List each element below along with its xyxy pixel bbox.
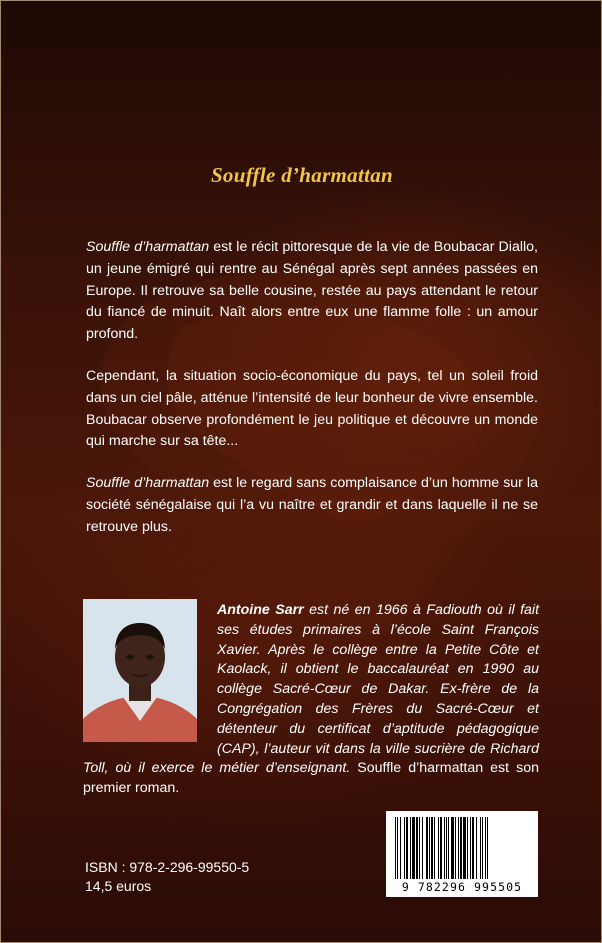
barcode-bar — [429, 817, 430, 879]
synopsis — [86, 237, 538, 559]
synopsis-p1-book-title: Souffle d’harmattan — [86, 239, 210, 255]
author-bio — [83, 601, 539, 799]
barcode-bar — [400, 817, 401, 879]
barcode-bar — [438, 817, 439, 879]
barcode-number: 9 782296 995505 — [401, 880, 523, 894]
barcode-bar — [404, 817, 405, 879]
synopsis-paragraph-1 — [86, 237, 538, 346]
barcode-bar — [480, 817, 481, 879]
barcode-bar — [416, 817, 418, 879]
barcode-bar — [395, 817, 396, 879]
barcode-bar — [406, 817, 408, 879]
synopsis-p3-book-title: Souffle d’harmattan — [86, 475, 210, 492]
barcode-bar — [426, 817, 428, 879]
synopsis-p2-text: Cependant, la situation socio-économique du pays, tel un soleil froid dans un ciel pâle, atténue l’intensité de leur bonheur de vivre ensemble. Boubacar observe profondément le jeu politique et découvre un monde qui marche sur sa tête... — [86, 367, 538, 450]
barcode-bar — [458, 817, 459, 879]
barcode-bar — [472, 817, 474, 879]
barcode-bar — [485, 817, 486, 879]
barcode-bar — [446, 817, 447, 879]
barcode-bar — [476, 817, 477, 879]
barcode-bar — [455, 817, 456, 879]
barcode-bar — [487, 817, 488, 879]
barcode-bar — [467, 817, 468, 879]
barcode-bar — [451, 817, 454, 879]
isbn-block — [85, 858, 249, 896]
synopsis-p1-text: est le récit pittoresque de la vie de Boubacar Diallo, un jeune émigré qui rentre au Sénégal après sept années passées en Europe. Il retrouve sa belle cousine, restée au pays attendant le retour du fiancé de minuit. Naît alors entre eux une flamme folle : un amour profond. — [86, 239, 538, 343]
barcode-bar — [434, 817, 435, 879]
barcode-bar — [482, 817, 483, 879]
barcode — [386, 811, 538, 897]
author-name: Antoine Sarr — [217, 602, 304, 618]
synopsis-paragraph-2 — [86, 366, 538, 453]
synopsis-paragraph-3 — [86, 473, 538, 538]
barcode-bar — [444, 817, 445, 879]
barcode-bar — [412, 817, 415, 879]
barcode-bar — [460, 817, 462, 879]
synopsis-p3-text: est le regard sans complaisance d’un homme sur la société sénégalaise qui l’a vu naître et grandir et dans laquelle il ne se retrouve plus. — [86, 475, 538, 535]
barcode-bar — [410, 817, 411, 879]
barcode-bar — [463, 817, 466, 879]
barcode-bar — [440, 817, 442, 879]
price: 14,5 euros — [85, 878, 152, 894]
author-bio-text: est né en 1966 à Fadiouth où il fait ses études primaires à l’école Saint François Xavier. Après le collège entre la Petite Côte et Kaolack, il obtient le baccalauréat en 1990 au collège Sacré-Cœur de Dakar. Ex-frère de la Congrégation des Frères du Sacré-Cœur et détenteur du certificat d’aptitude pédagogique (CAP), l’auteur vit dans la ville sucrière de Richard Toll, où il exerce le métier d’enseignant. — [83, 602, 540, 777]
barcode-bar — [419, 817, 420, 879]
isbn-number: ISBN : 978-2-296-99550-5 — [85, 859, 250, 875]
author-bio-closing: Souffle d’harmattan est son premier roman. — [83, 760, 539, 797]
barcode-bar — [422, 817, 423, 879]
barcode-bars — [393, 817, 531, 879]
barcode-bar — [397, 817, 398, 879]
book-title: Souffle d’harmattan — [210, 163, 394, 187]
barcode-bar — [448, 817, 449, 879]
barcode-bar — [431, 817, 433, 879]
barcode-bar — [470, 817, 471, 879]
